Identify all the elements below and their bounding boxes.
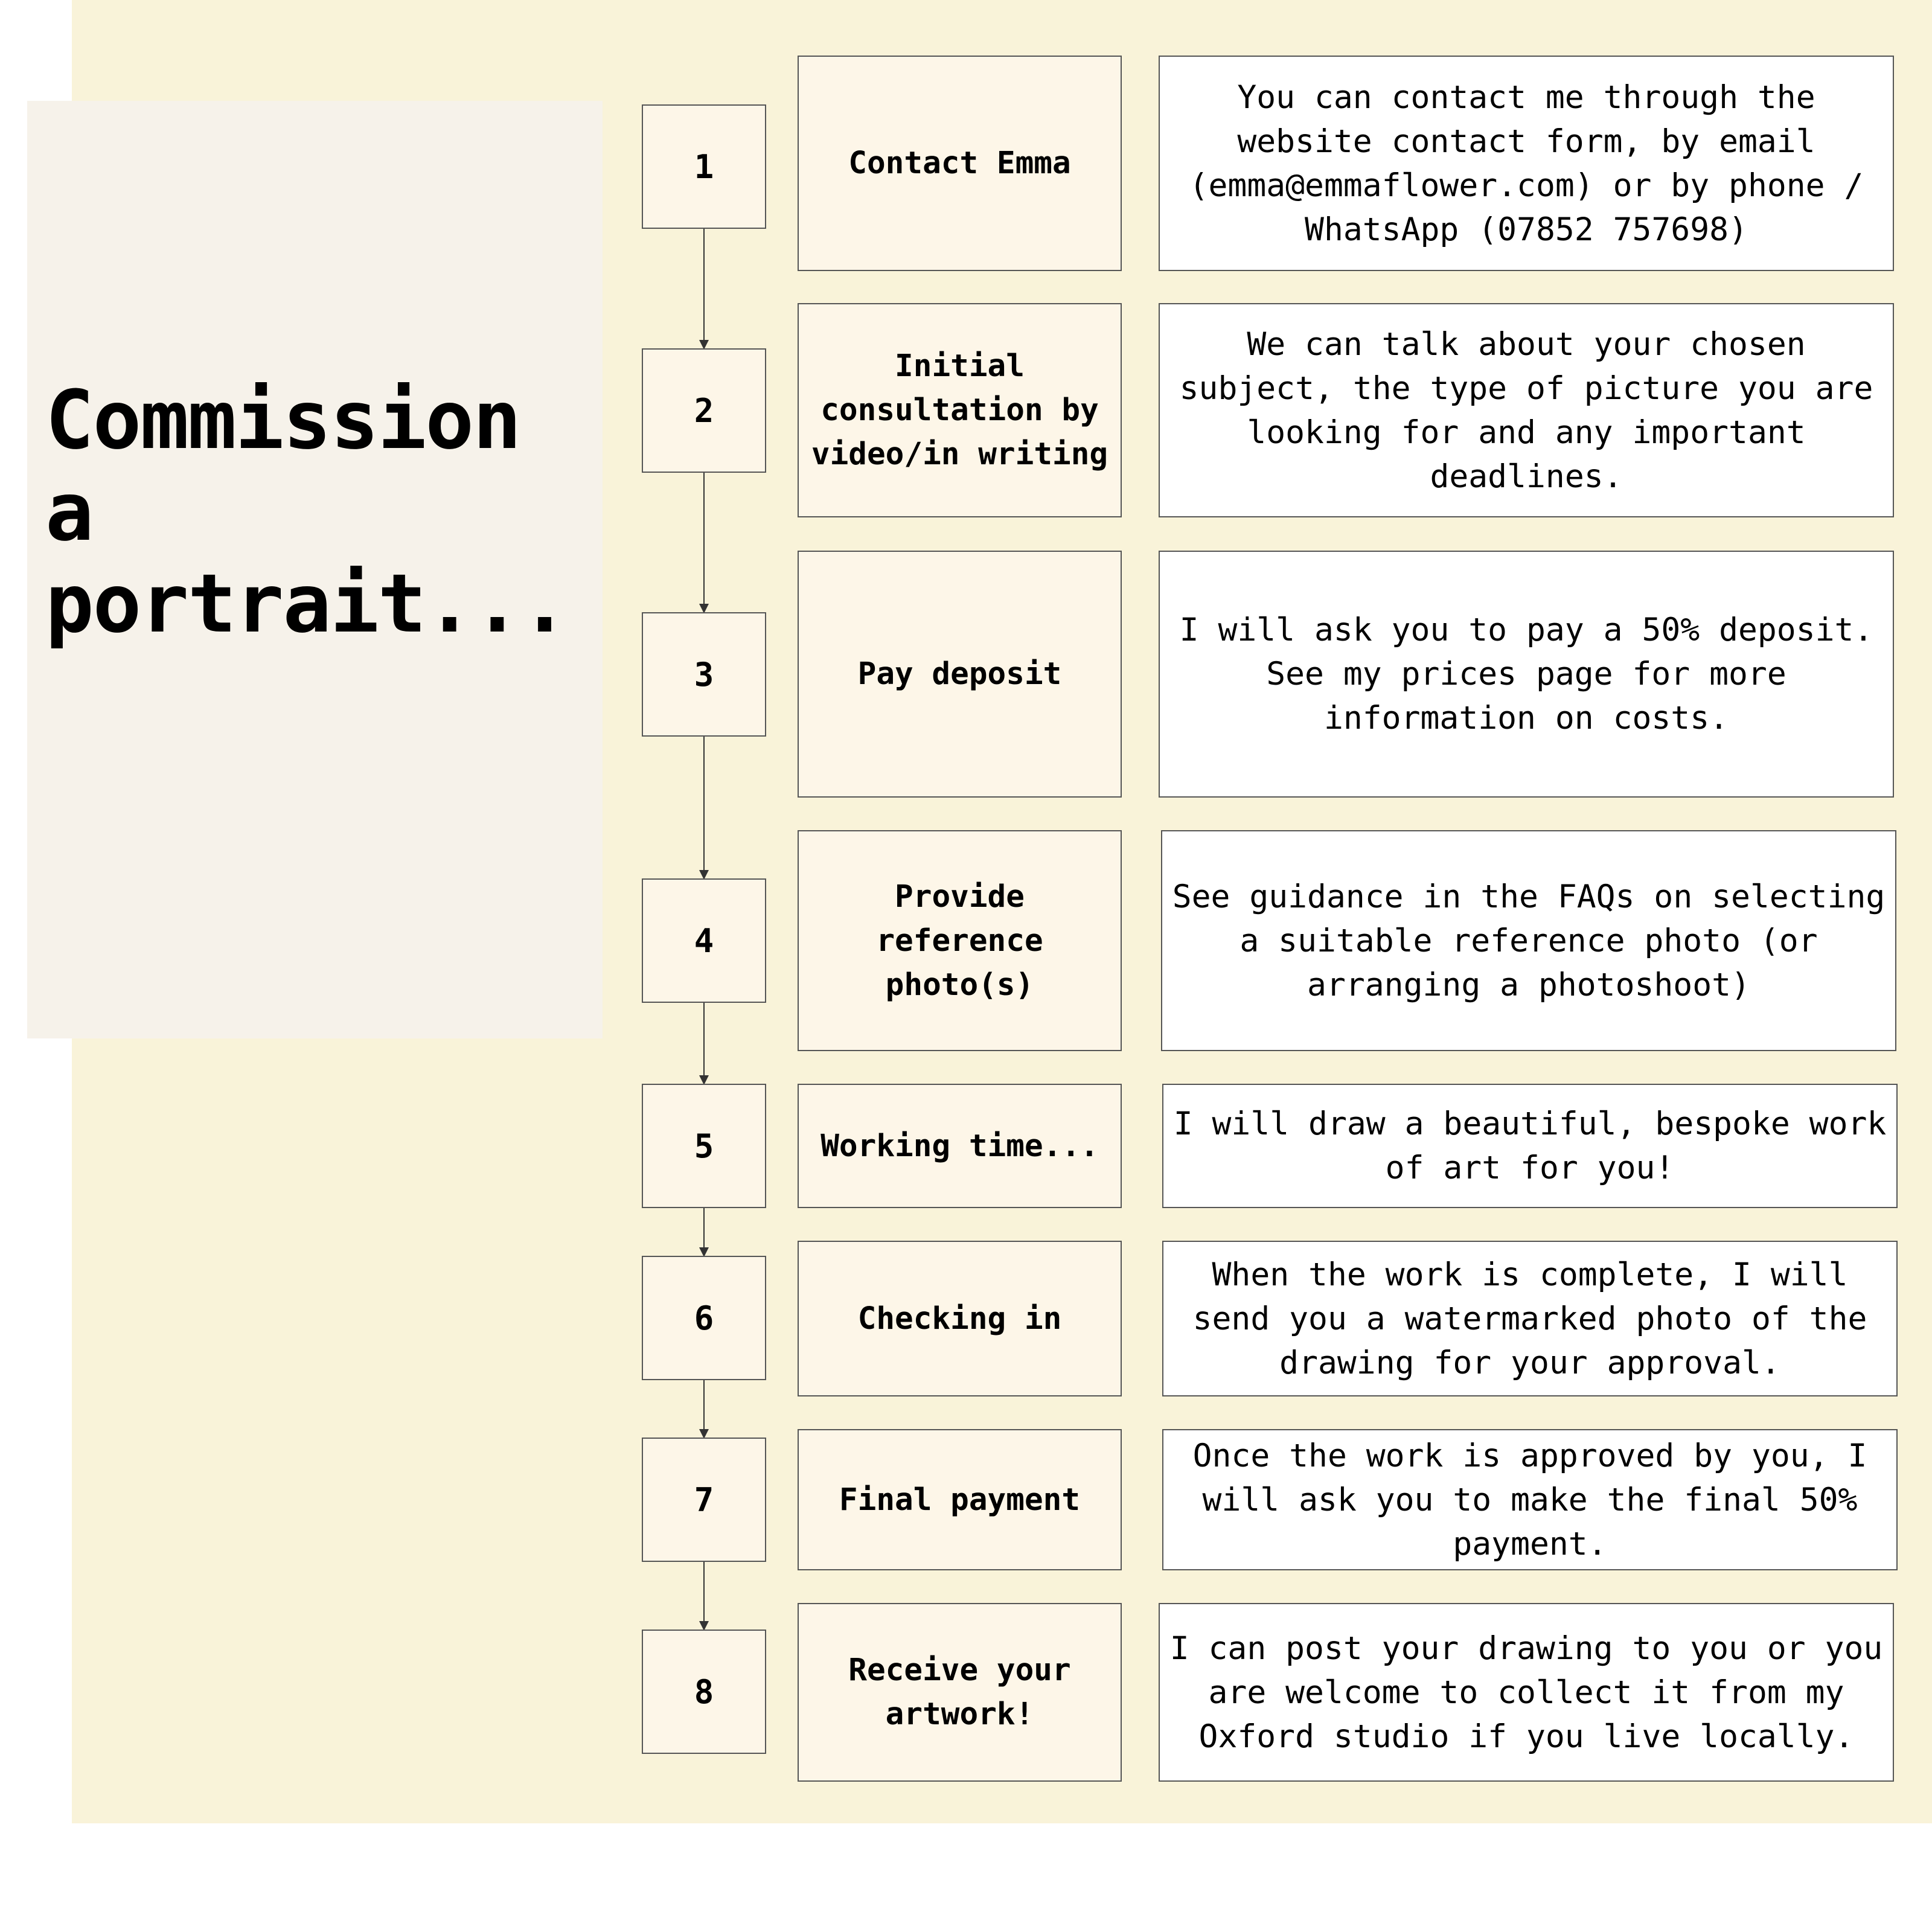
step-number-3: 3: [642, 612, 766, 737]
step-number-1: 1: [642, 104, 766, 229]
step-label-4: Provide reference photo(s): [798, 830, 1122, 1051]
step-description-6: When the work is complete, I will send you a watermarked photo of the drawing for your approval.: [1162, 1241, 1898, 1396]
step-number-4: 4: [642, 878, 766, 1003]
step-label-6: Checking in: [798, 1241, 1122, 1396]
step-label-5: Working time...: [798, 1084, 1122, 1208]
step-number-8: 8: [642, 1630, 766, 1754]
step-label-3: Pay deposit: [798, 551, 1122, 798]
step-description-2: We can talk about your chosen subject, the type of picture you are looking for and any important deadlines.: [1159, 303, 1894, 517]
step-label-7: Final payment: [798, 1429, 1122, 1570]
page-title: Commission a portrait...: [45, 373, 568, 651]
step-description-3: I will ask you to pay a 50% deposit. See my prices page for more information on costs.: [1159, 551, 1894, 798]
step-number-5: 5: [642, 1084, 766, 1208]
step-label-2: Initial consultation by video/in writing: [798, 303, 1122, 517]
step-label-8: Receive your artwork!: [798, 1603, 1122, 1782]
step-description-7: Once the work is approved by you, I will ask you to make the final 50% payment.: [1162, 1429, 1898, 1570]
step-description-4: See guidance in the FAQs on selecting a suitable reference photo (or arranging a photoshoot): [1161, 830, 1896, 1051]
step-description-8: I can post your drawing to you or you are welcome to collect it from my Oxford studio if you live locally.: [1159, 1603, 1894, 1782]
step-label-1: Contact Emma: [798, 56, 1122, 271]
step-description-5: I will draw a beautiful, bespoke work of art for you!: [1162, 1084, 1898, 1208]
step-description-1: You can contact me through the website contact form, by email (emma@emmaflower.com) or by phone / WhatsApp (07852 757698): [1159, 56, 1894, 271]
step-number-7: 7: [642, 1438, 766, 1562]
step-number-2: 2: [642, 348, 766, 473]
step-number-6: 6: [642, 1256, 766, 1380]
